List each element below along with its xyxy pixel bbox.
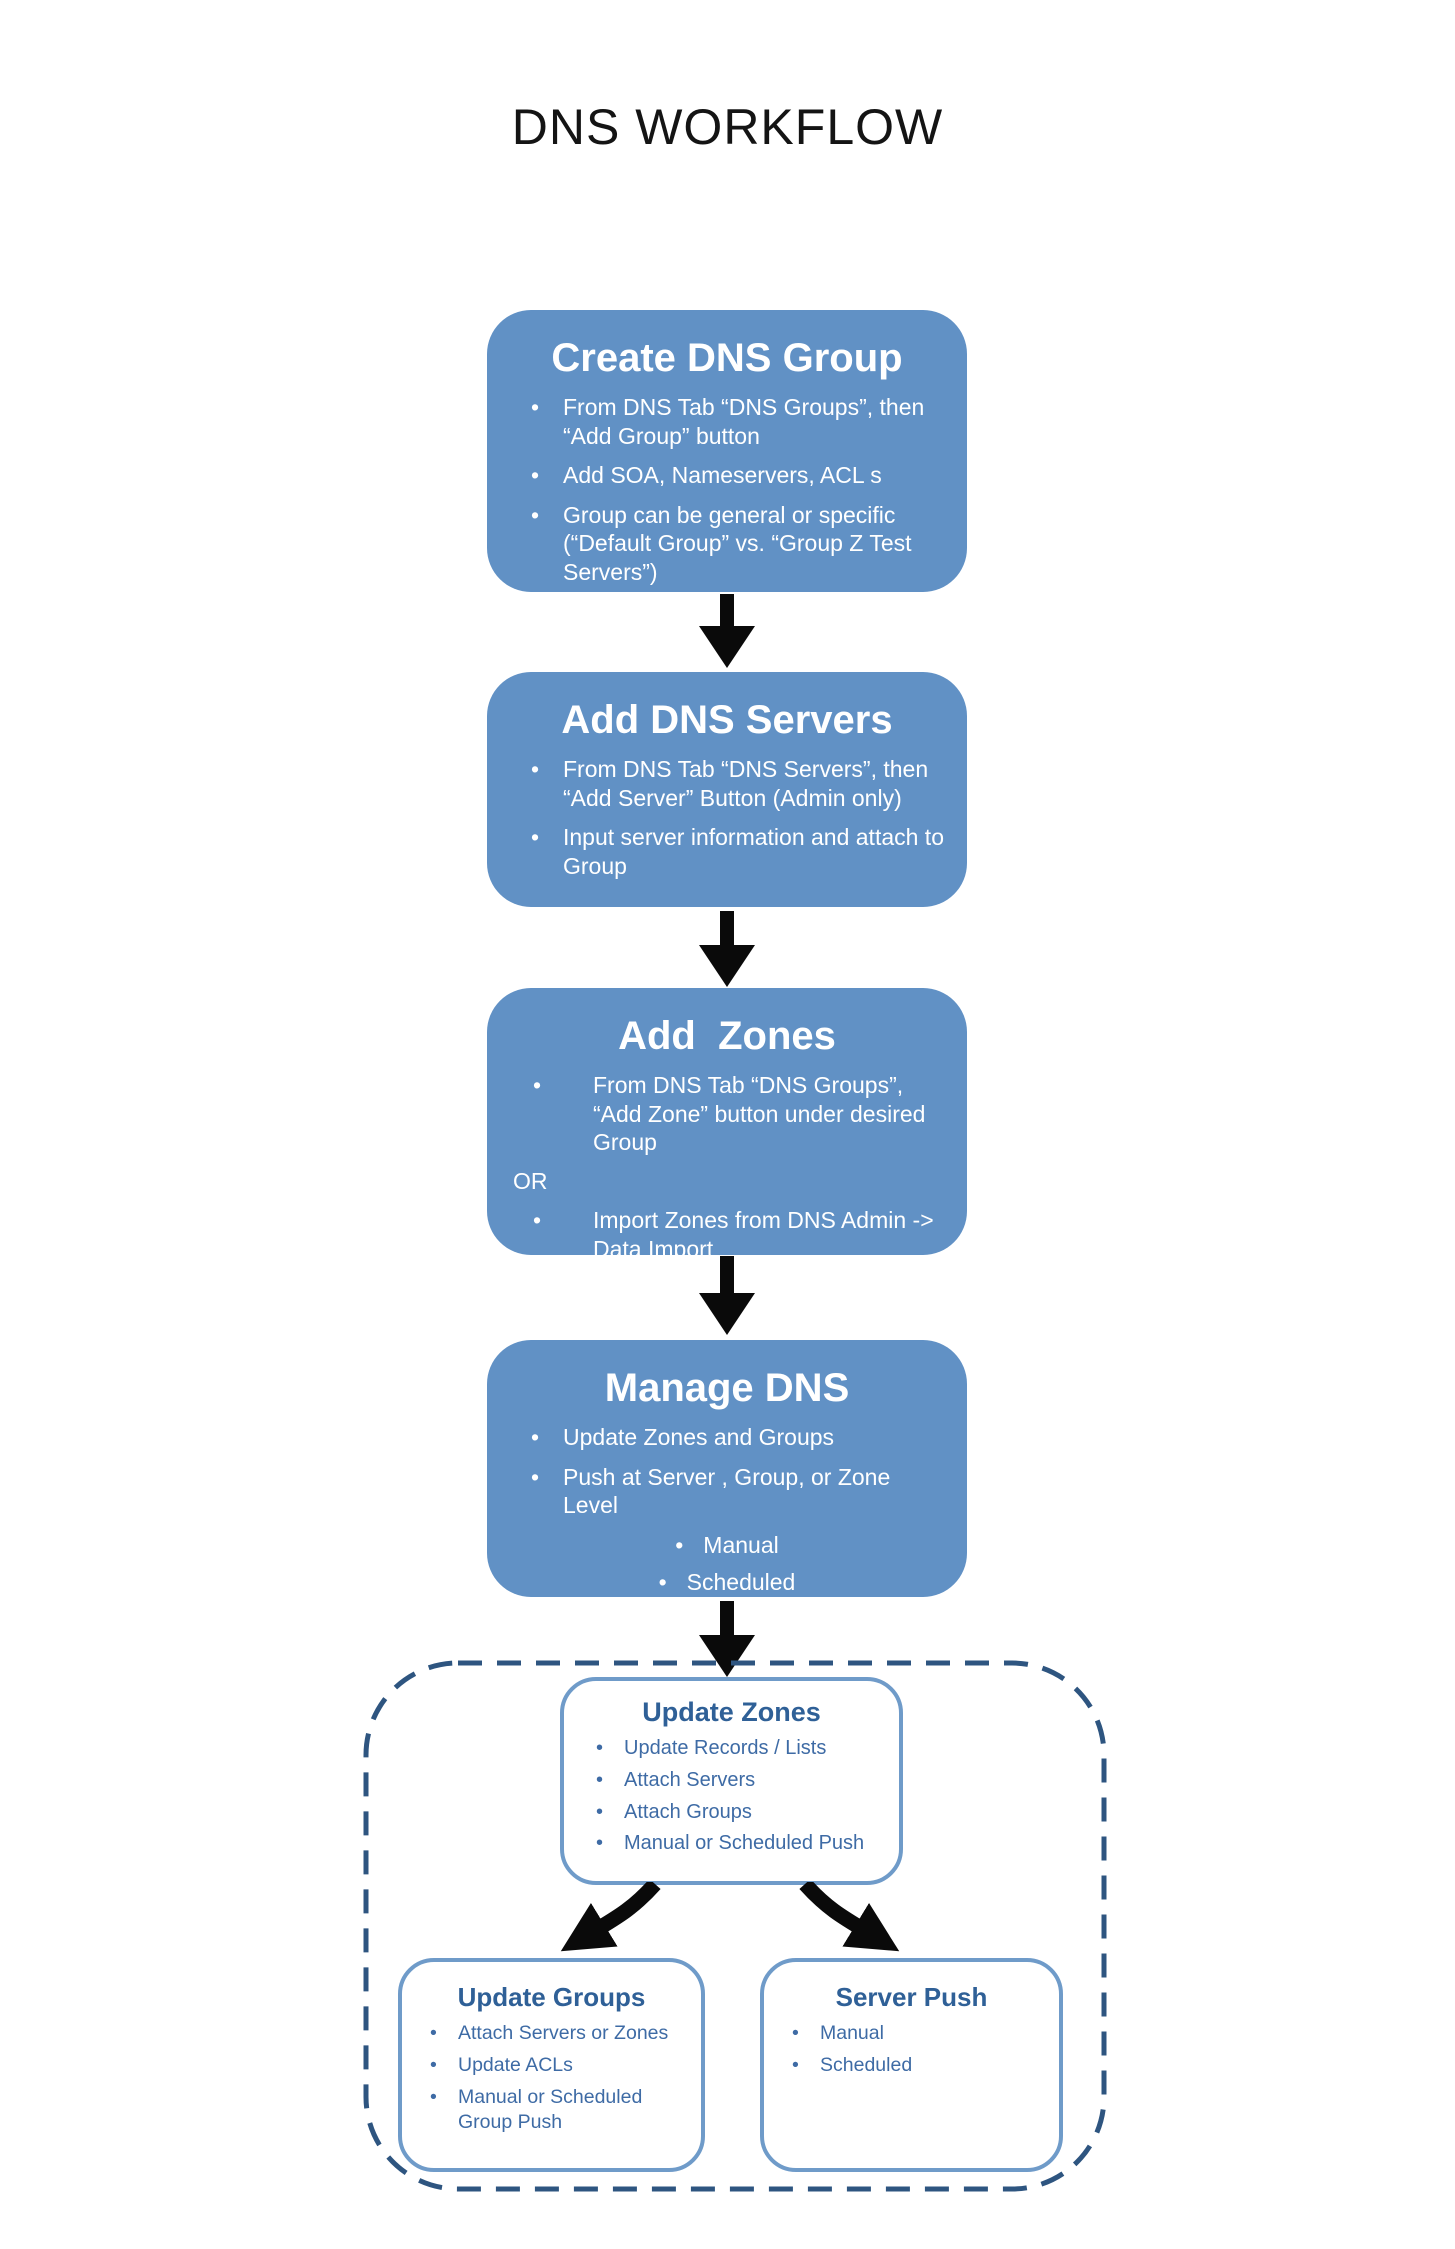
bullet-marker: • xyxy=(430,2022,437,2044)
bullet-marker: • xyxy=(675,1531,684,1558)
bullet-text: Add SOA, Nameservers, ACL s xyxy=(563,462,882,489)
bullet-marker: • xyxy=(531,462,540,489)
bullet-item xyxy=(531,461,945,490)
detail-box-title: Server Push xyxy=(835,1982,988,2012)
bullet-text: Update ACLs xyxy=(458,2054,573,2077)
bullet-marker: • xyxy=(430,2086,437,2109)
bullet-text: Scheduled xyxy=(820,2054,913,2077)
arrow-down-icon xyxy=(699,1256,755,1335)
bullet-item xyxy=(430,2085,691,2133)
bullet-marker: • xyxy=(792,2022,799,2044)
detail-box-update-zones xyxy=(560,1677,903,1885)
flow-box-title: Add DNS Servers xyxy=(561,698,893,742)
bullet-text: Input server information and attach to Group xyxy=(563,824,944,879)
arrow-head xyxy=(699,1293,755,1335)
bullet-marker: • xyxy=(596,1800,604,1823)
arrow-shaft xyxy=(720,911,734,945)
bullet-marker: • xyxy=(531,756,540,782)
bullet-item xyxy=(430,2021,691,2045)
flow-box-create-dns-group xyxy=(487,310,967,592)
bullet-item xyxy=(531,755,945,812)
arrow-shaft xyxy=(720,1601,734,1635)
flow-box-manage-dns xyxy=(487,1340,967,1597)
bullet-item xyxy=(430,2053,691,2077)
bullet-text: Attach Servers xyxy=(624,1768,756,1791)
flow-box-add-zones xyxy=(487,988,967,1262)
bullet-item xyxy=(533,1071,945,1157)
bullet-marker: • xyxy=(531,1424,540,1450)
detail-box-update-groups xyxy=(398,1958,705,2172)
flow-box-title: Manage DNS xyxy=(604,1366,850,1410)
detail-box-title: Update Zones xyxy=(642,1697,821,1727)
bullet-marker: • xyxy=(658,1569,667,1596)
arrow-shaft xyxy=(720,594,734,626)
sub-bullet-item xyxy=(509,1568,945,1597)
bullet-item xyxy=(531,823,945,880)
bullet-text: From DNS Tab “DNS Groups”, “Add Zone” button under desired Group xyxy=(593,1072,926,1156)
flow-box-title: Add Zones xyxy=(618,1014,836,1058)
bullet-item xyxy=(533,1206,945,1263)
sub-bullet-item xyxy=(509,1531,945,1560)
bullet-item xyxy=(792,2053,1049,2077)
detail-box-title: Update Groups xyxy=(457,1982,646,2012)
or-label: OR xyxy=(513,1167,548,1194)
bullet-item xyxy=(596,1736,885,1761)
bullet-text: Update Zones and Groups xyxy=(563,1424,835,1450)
detail-box-server-push xyxy=(760,1958,1063,2172)
bullet-text: Push at Server , Group, or Zone Level xyxy=(563,1463,891,1519)
bullet-text: Manual or Scheduled Group Push xyxy=(458,2086,643,2133)
bullet-marker: • xyxy=(533,1207,542,1234)
page-title: DNS WORKFLOW xyxy=(511,98,944,155)
bullet-item xyxy=(531,1463,945,1520)
bullet-item xyxy=(531,1423,945,1452)
bullet-marker: • xyxy=(531,394,540,420)
arrow-head xyxy=(699,626,755,668)
bullet-marker: • xyxy=(531,1463,540,1490)
arrow-down-icon xyxy=(699,594,755,668)
bullet-item xyxy=(596,1800,885,1825)
bullet-marker: • xyxy=(430,2054,437,2077)
bullet-text: From DNS Tab “DNS Groups”, then “Add Group” button xyxy=(563,394,925,449)
curved-arrow-right xyxy=(805,1884,884,1942)
bullet-item xyxy=(596,1768,885,1793)
bullet-item xyxy=(792,2021,1049,2045)
bullet-text: Manual or Scheduled Push xyxy=(624,1832,865,1855)
curved-branch-arrows xyxy=(490,1882,970,1966)
bullet-text: Manual xyxy=(820,2022,884,2044)
bullet-text: From DNS Tab “DNS Servers”, then “Add Server” Button (Admin only) xyxy=(563,756,929,811)
bullet-text: Manual xyxy=(703,1531,779,1558)
bullet-marker: • xyxy=(596,1768,604,1791)
arrow-head xyxy=(699,945,755,987)
bullet-marker: • xyxy=(531,824,540,851)
bullet-marker: • xyxy=(792,2054,799,2077)
bullet-text: Group can be general or specific (“Default Group” vs. “Group Z Test Servers”) xyxy=(563,501,912,585)
flow-box-add-dns-servers xyxy=(487,672,967,907)
bullet-text: Update Records / Lists xyxy=(624,1737,827,1759)
bullet-marker: • xyxy=(596,1832,604,1855)
bullet-marker: • xyxy=(596,1737,604,1759)
flow-box-title: Create DNS Group xyxy=(551,336,903,380)
bullet-text: Import Zones from DNS Admin -> Data Import xyxy=(593,1207,934,1262)
bullet-text: Attach Servers or Zones xyxy=(458,2022,669,2044)
bullet-marker: • xyxy=(531,501,540,528)
bullet-text: Scheduled xyxy=(686,1569,796,1596)
arrow-down-icon xyxy=(699,911,755,987)
bullet-text: Attach Groups xyxy=(624,1800,752,1823)
curved-arrow-left xyxy=(576,1884,655,1942)
arrow-shaft xyxy=(720,1256,734,1293)
bullet-item xyxy=(531,393,945,450)
bullet-marker: • xyxy=(533,1072,542,1098)
bullet-item xyxy=(531,501,945,587)
bullet-item xyxy=(596,1831,885,1856)
